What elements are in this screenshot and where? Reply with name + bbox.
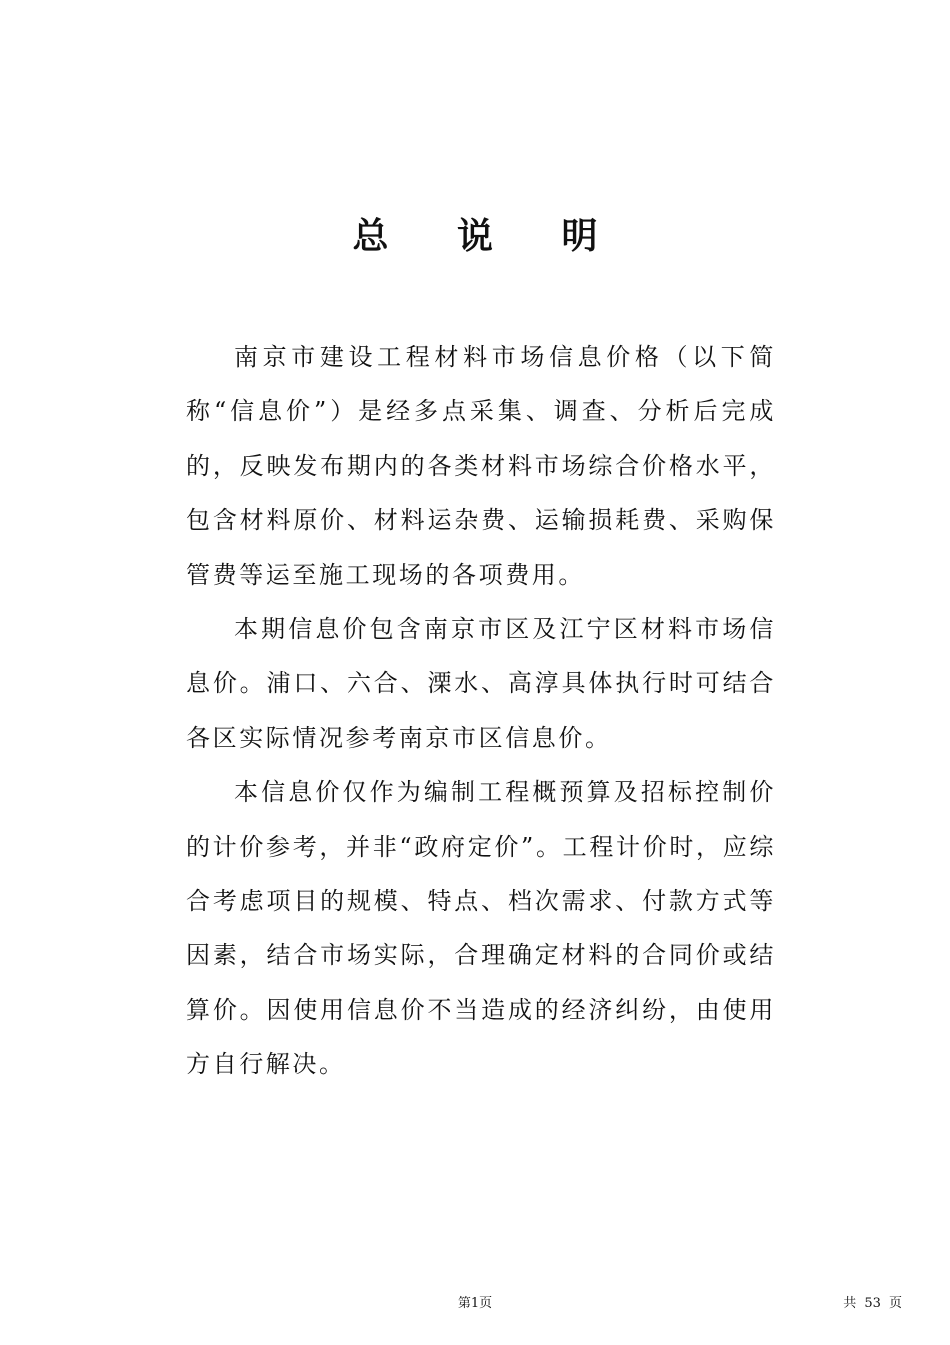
page-number: 第1页 — [457, 1296, 493, 1311]
paragraph-disclaimer: 本信息价仅作为编制工程概预算及招标控制价的计价参考，并非“政府定价”。工程计价时，应综合考虑项目的规模、特点、档次需求、付款方式等因素，结合市场实际，合理确定材料的合同价或结算价。因使用信息价不当造成的经济纠纷，由使用方自行解决。 — [186, 778, 776, 1079]
paragraph-definition: 南京市建设工程材料市场信息价格（以下简称“信息价”）是经多点采集、调查、分析后完成的，反映发布期内的各类材料市场综合价格水平，包含材料原价、材料运杂费、运输损耗费、采购保管费等运至施工现场的各项费用。 — [186, 343, 776, 589]
document-body — [186, 330, 776, 1092]
paragraph-scope: 本期信息价包含南京市区及江宁区材料市场信息价。浦口、六合、溧水、高淳具体执行时可结合各区实际情况参考南京市区信息价。 — [186, 615, 776, 752]
page-title: 总 说 明 — [352, 216, 626, 257]
total-pages: 共 53 页 — [843, 1296, 902, 1311]
